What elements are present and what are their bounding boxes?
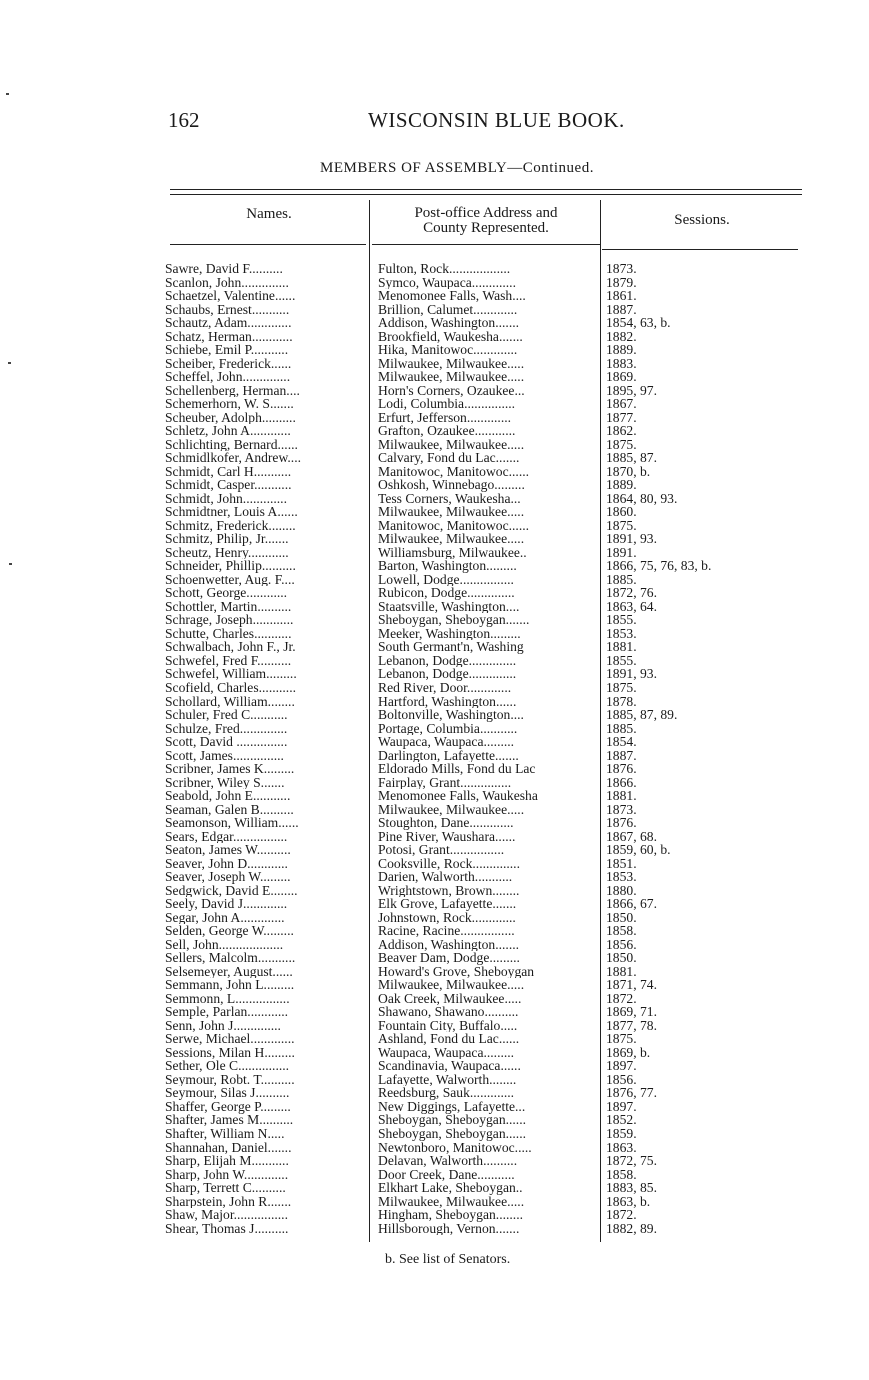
- header-underline-sessions: [602, 249, 798, 250]
- member-sessions: 1875.: [606, 517, 637, 533]
- member-name: Schwalbach, John F., Jr.: [165, 640, 296, 654]
- member-address: Fountain City, Buffalo.....: [378, 1018, 518, 1033]
- member-name: Scott, David ...............: [165, 735, 288, 749]
- member-address: Hillsborough, Vernon.......: [378, 1221, 520, 1236]
- member-address: Sheboygan, Sheboygan.......: [378, 613, 530, 627]
- member-address: Howard's Grove, Sheboygan: [378, 964, 535, 979]
- member-address: Boltonville, Washington....: [378, 708, 524, 722]
- member-sessions: 1871, 74.: [606, 977, 657, 993]
- member-name: Seymour, Silas J..........: [165, 1086, 290, 1100]
- member-sessions: 1853.: [606, 869, 637, 885]
- member-sessions: 1889.: [606, 477, 637, 493]
- member-sessions: 1856.: [606, 936, 637, 952]
- member-sessions: 1895, 97.: [606, 382, 657, 398]
- member-name: Sharp, Elijah M...........: [165, 1154, 289, 1168]
- member-sessions: 1862.: [606, 423, 637, 439]
- member-address: Horn's Corners, Ozaukee...: [378, 383, 525, 398]
- member-sessions: 1866, 67.: [606, 896, 657, 912]
- member-address: Potosi, Grant................: [378, 843, 505, 857]
- member-name: Sedgwick, David E........: [165, 883, 298, 898]
- member-name: Scribner, James K.........: [165, 762, 295, 776]
- member-address: Cooksville, Rock..............: [378, 856, 520, 871]
- member-address: Lebanon, Dodge..............: [378, 667, 517, 681]
- member-address: Barton, Washington.........: [378, 559, 517, 573]
- member-address: Addison, Washington.......: [378, 937, 520, 952]
- member-sessions: 1885.: [606, 571, 637, 587]
- member-sessions: 1881.: [606, 963, 637, 979]
- member-name: Seamonson, William......: [165, 816, 299, 830]
- member-sessions: 1863, 64.: [606, 598, 657, 614]
- member-address: Menomonee Falls, Waukesha: [378, 789, 538, 803]
- member-sessions: 1866, 75, 76, 83, b.: [606, 558, 712, 574]
- member-name: Schaetzel, Valentine......: [165, 289, 296, 303]
- member-name: Schulze, Fred..............: [165, 721, 288, 736]
- member-address: Darlington, Lafayette.......: [378, 748, 519, 763]
- member-address: Hika, Manitowoc.............: [378, 343, 518, 357]
- member-sessions: 1883.: [606, 355, 637, 371]
- member-name: Sears, Edgar................: [165, 829, 288, 844]
- member-address: Rubicon, Dodge..............: [378, 586, 515, 600]
- member-name: Scanlon, John..............: [165, 275, 289, 290]
- member-name: Selden, George W.........: [165, 924, 294, 938]
- member-address: Williamsburg, Milwaukee..: [378, 545, 527, 560]
- member-sessions: 1887.: [606, 747, 637, 763]
- member-sessions: 1891, 93.: [606, 531, 657, 547]
- member-sessions: 1875.: [606, 679, 637, 695]
- member-address: Elkhart Lake, Sheboygan..: [378, 1181, 523, 1195]
- member-name: Schwefel, Fred F..........: [165, 653, 292, 668]
- margin-speck: [9, 563, 12, 565]
- member-name: Sether, Ole C...............: [165, 1059, 290, 1073]
- header-sessions-column: Sessions.: [674, 212, 730, 228]
- member-name: Selsemeyer, August......: [165, 964, 293, 979]
- member-name: Seaton, James W..........: [165, 843, 291, 857]
- member-address: South Germant'n, Washing: [378, 640, 524, 654]
- member-name: Seaver, John D............: [165, 856, 288, 871]
- member-sessions: 1885, 87.: [606, 450, 657, 466]
- member-sessions: 1897.: [606, 1098, 637, 1114]
- member-address: Darien, Walworth...........: [378, 870, 513, 884]
- member-sessions: 1891, 93.: [606, 666, 657, 682]
- member-address: Sheboygan, Sheboygan......: [378, 1113, 527, 1128]
- member-name: Semmann, John L.........: [165, 978, 295, 992]
- member-name: Shannahan, Daniel.......: [165, 1140, 292, 1155]
- member-address: Beaver Dam, Dodge.........: [378, 951, 520, 965]
- member-address: Reedsburg, Sauk.............: [378, 1086, 515, 1100]
- member-address: Lafayette, Walworth........: [378, 1072, 517, 1087]
- member-address: Grafton, Ozaukee............: [378, 424, 516, 438]
- member-name: Schmidt, John.............: [165, 491, 287, 506]
- member-sessions: 1869.: [606, 369, 637, 385]
- member-name: Seely, David J.............: [165, 897, 288, 911]
- member-name: Schmidlkofer, Andrew....: [165, 451, 301, 465]
- member-name: Scott, James...............: [165, 748, 284, 763]
- member-address: Milwaukee, Milwaukee.....: [378, 532, 525, 546]
- member-name: Sellers, Malcolm...........: [165, 951, 296, 965]
- member-address: Oak Creek, Milwaukee.....: [378, 991, 522, 1006]
- member-sessions: 1858.: [606, 923, 637, 939]
- member-address: Brillion, Calumet.............: [378, 302, 518, 317]
- member-address: Shawano, Shawano..........: [378, 1005, 519, 1019]
- member-address: Fairplay, Grant...............: [378, 775, 512, 790]
- member-name: Sessions, Milan H.........: [165, 1045, 295, 1060]
- member-address: Portage, Columbia...........: [378, 721, 518, 736]
- member-address: Red River, Door.............: [378, 680, 512, 695]
- header-address-column: [372, 206, 600, 236]
- member-address: Milwaukee, Milwaukee.....: [378, 802, 525, 817]
- member-name: Schatz, Herman............: [165, 329, 293, 344]
- member-sessions: 1882, 89.: [606, 1220, 657, 1236]
- member-name: Schautz, Adam.............: [165, 316, 292, 330]
- member-sessions: 1875.: [606, 436, 637, 452]
- member-sessions: 1885, 87, 89.: [606, 707, 678, 723]
- member-address: Brookfield, Waukesha.......: [378, 329, 523, 344]
- member-sessions: 1877, 78.: [606, 1017, 657, 1033]
- member-sessions: 1856.: [606, 1071, 637, 1087]
- member-name: Senn, John J..............: [165, 1018, 281, 1033]
- member-address: New Diggings, Lafayette...: [378, 1099, 526, 1114]
- member-sessions: 1855.: [606, 612, 637, 628]
- member-sessions: 1869, 71.: [606, 1004, 657, 1020]
- member-sessions: 1861.: [606, 288, 637, 304]
- member-address: Fulton, Rock..................: [378, 262, 511, 276]
- member-sessions: 1881.: [606, 639, 637, 655]
- member-name: Schott, George............: [165, 586, 288, 600]
- member-sessions: 1863.: [606, 1139, 637, 1155]
- member-address: Milwaukee, Milwaukee.....: [378, 1194, 525, 1209]
- column-divider-1: [369, 200, 370, 1242]
- member-address: Waupaca, Waupaca.........: [378, 1045, 515, 1060]
- member-sessions: 1851.: [606, 855, 637, 871]
- member-sessions: 1859.: [606, 1126, 637, 1141]
- member-sessions: 1853.: [606, 625, 637, 641]
- member-name: Schutte, Charles...........: [165, 626, 292, 641]
- member-name: Schrage, Joseph............: [165, 613, 294, 627]
- member-name: Sawre, David F..........: [165, 262, 283, 276]
- member-address: Milwaukee, Milwaukee.....: [378, 356, 525, 371]
- member-sessions: 1870, b.: [606, 463, 651, 479]
- member-name: Shear, Thomas J..........: [165, 1221, 289, 1236]
- member-address: Hartford, Washington......: [378, 694, 517, 709]
- column-divider-2: [600, 200, 601, 1242]
- member-sessions: 1876, 77.: [606, 1085, 657, 1101]
- page-number: 162: [168, 108, 200, 132]
- member-address: Milwaukee, Milwaukee.....: [378, 505, 525, 519]
- member-sessions: 1850.: [606, 950, 637, 966]
- member-name: Scribner, Wiley S.......: [165, 775, 285, 790]
- member-address: Manitowoc, Manitowoc......: [378, 518, 530, 533]
- member-address: Hingham, Sheboygan........: [378, 1208, 523, 1222]
- member-name: Schuler, Fred C...........: [165, 708, 288, 722]
- member-sessions: 1867.: [606, 396, 637, 412]
- member-name: Schaubs, Ernest...........: [165, 302, 290, 317]
- member-sessions: 1850.: [606, 909, 637, 925]
- member-name: Scheiber, Frederick......: [165, 356, 292, 371]
- member-address: Addison, Washington.......: [378, 316, 520, 330]
- member-address: Delavan, Walworth..........: [378, 1154, 518, 1168]
- member-name: Sharpstein, John R.......: [165, 1194, 292, 1209]
- member-address: Pine River, Waushara......: [378, 829, 516, 844]
- member-address: Lodi, Columbia...............: [378, 397, 516, 411]
- member-name: Schletz, John A............: [165, 424, 291, 438]
- member-address: Staatsville, Washington....: [378, 599, 520, 614]
- member-address: Tess Corners, Waukesha...: [378, 491, 521, 506]
- member-sessions: 1879.: [606, 274, 637, 290]
- member-address: Lebanon, Dodge..............: [378, 653, 517, 668]
- member-name: Shaw, Major................: [165, 1208, 288, 1222]
- member-address: Newtonboro, Manitowoc.....: [378, 1140, 532, 1155]
- member-name: Sharp, John W.............: [165, 1167, 289, 1182]
- member-name: Schellenberg, Herman....: [165, 383, 300, 398]
- member-name: Scheffel, John..............: [165, 370, 291, 384]
- member-sessions: 1873.: [606, 261, 637, 276]
- member-name: Schemerhorn, W. S.......: [165, 397, 294, 411]
- member-name: Schollard, William........: [165, 694, 295, 709]
- member-sessions: 1878.: [606, 693, 637, 709]
- table-subtitle: MEMBERS OF ASSEMBLY—Continued.: [320, 160, 594, 176]
- member-address: Waupaca, Waupaca.........: [378, 735, 515, 749]
- member-address: Calvary, Fond du Lac.......: [378, 451, 520, 465]
- member-sessions: 1881.: [606, 788, 637, 804]
- member-address: Elk Grove, Lafayette.......: [378, 897, 517, 911]
- member-name: Sell, John...................: [165, 937, 284, 952]
- member-name: Schoenwetter, Aug. F....: [165, 572, 295, 587]
- member-sessions: 1883, 85.: [606, 1180, 657, 1196]
- header-underline-names: [170, 244, 366, 245]
- member-address: Sheboygan, Sheboygan......: [378, 1127, 527, 1141]
- member-sessions: 1889.: [606, 342, 637, 358]
- member-sessions: 1876.: [606, 815, 637, 831]
- member-address: Erfurt, Jefferson.............: [378, 410, 512, 425]
- member-sessions: 1859, 60, b.: [606, 842, 671, 858]
- member-address: Scandinavia, Waupaca......: [378, 1059, 521, 1073]
- member-name: Schottler, Martin..........: [165, 599, 292, 614]
- member-sessions: 1852.: [606, 1112, 637, 1128]
- member-address: Door Creek, Dane...........: [378, 1167, 515, 1182]
- margin-speck: [8, 362, 11, 364]
- member-name: Semple, Parlan............: [165, 1005, 289, 1019]
- member-sessions: 1867, 68.: [606, 828, 657, 844]
- member-name: Seaman, Galen B..........: [165, 802, 294, 817]
- member-address: Milwaukee, Milwaukee.....: [378, 978, 525, 992]
- member-name: Schmidt, Casper...........: [165, 478, 292, 492]
- member-name: Scofield, Charles...........: [165, 680, 297, 695]
- member-sessions: 1876.: [606, 761, 637, 777]
- margin-speck: [6, 93, 9, 95]
- header-address-line1: Post-office Address and: [414, 205, 558, 221]
- member-name: Sharp, Terrett C..........: [165, 1181, 286, 1195]
- member-sessions: 1872.: [606, 990, 637, 1006]
- member-address: Racine, Racine................: [378, 924, 515, 938]
- member-address: Milwaukee, Milwaukee.....: [378, 437, 525, 452]
- member-address: Lowell, Dodge................: [378, 572, 514, 587]
- member-sessions: 1864, 80, 93.: [606, 490, 678, 506]
- member-sessions: 1866.: [606, 774, 637, 790]
- header-name-column: Names.: [246, 206, 292, 222]
- member-address: Ashland, Fond du Lac......: [378, 1032, 520, 1046]
- member-name: Seabold, John E...........: [165, 789, 291, 803]
- book-title: WISCONSIN BLUE BOOK.: [368, 108, 625, 132]
- member-name: Shaffer, George P.........: [165, 1099, 291, 1114]
- member-sessions: 1891.: [606, 544, 637, 560]
- member-name: Schmitz, Philip, Jr.......: [165, 532, 289, 546]
- member-name: Shafter, James M..........: [165, 1113, 294, 1128]
- member-sessions: 1872.: [606, 1207, 637, 1223]
- member-sessions: 1875.: [606, 1031, 637, 1047]
- member-name: Schmidt, Carl H...........: [165, 464, 292, 479]
- member-address: Johnstown, Rock.............: [378, 910, 516, 925]
- member-address: Oshkosh, Winnebago.........: [378, 478, 525, 492]
- member-address: Meeker, Washington.........: [378, 626, 521, 641]
- member-sessions: 1854, 63, b.: [606, 315, 671, 331]
- member-address: Symco, Waupaca.............: [378, 275, 516, 290]
- member-sessions: 1860.: [606, 504, 637, 520]
- member-name: Schiebe, Emil P...........: [165, 343, 289, 357]
- member-address: Menomonee Falls, Wash....: [378, 289, 526, 303]
- member-sessions: 1858.: [606, 1166, 637, 1182]
- member-name: Segar, John A.............: [165, 910, 285, 925]
- member-sessions: 1877.: [606, 409, 637, 425]
- footnote: b. See list of Senators.: [385, 1252, 511, 1267]
- member-sessions: 1897.: [606, 1058, 637, 1074]
- member-name: Schmitz, Frederick........: [165, 518, 296, 533]
- member-sessions: 1854.: [606, 734, 637, 750]
- member-sessions: 1887.: [606, 301, 637, 317]
- member-address: Manitowoc, Manitowoc......: [378, 464, 530, 479]
- member-sessions: 1873.: [606, 801, 637, 817]
- header-underline-address: [372, 244, 600, 245]
- member-name: Schneider, Phillip..........: [165, 559, 296, 573]
- member-name: Serwe, Michael.............: [165, 1032, 295, 1046]
- header-address-line2: County Represented.: [423, 220, 549, 236]
- member-sessions: 1882.: [606, 328, 637, 344]
- member-name: Seymour, Robt. T..........: [165, 1072, 295, 1087]
- member-name: Semmonn, L................: [165, 991, 290, 1006]
- member-name: Schwefel, William.........: [165, 667, 297, 681]
- member-name: Schmidtner, Louis A......: [165, 505, 298, 519]
- member-name: Schlichting, Bernard......: [165, 437, 298, 452]
- member-sessions: 1872, 75.: [606, 1153, 657, 1169]
- member-sessions: 1869, b.: [606, 1044, 651, 1060]
- member-address: Milwaukee, Milwaukee.....: [378, 370, 525, 384]
- member-sessions: 1855.: [606, 652, 637, 668]
- member-name: Shafter, William N.....: [165, 1127, 285, 1141]
- member-address: Wrightstown, Brown........: [378, 883, 520, 898]
- member-address: Stoughton, Dane.............: [378, 816, 514, 830]
- member-sessions: 1880.: [606, 882, 637, 898]
- member-name: Scheutz, Henry............: [165, 545, 289, 560]
- member-sessions: 1872, 76.: [606, 585, 657, 601]
- member-sessions: 1885.: [606, 720, 637, 736]
- member-sessions: 1863, b.: [606, 1193, 651, 1209]
- member-name: Scheuber, Adolph..........: [165, 410, 296, 425]
- member-name: Seaver, Joseph W.........: [165, 870, 291, 884]
- member-address: Eldorado Mills, Fond du Lac: [378, 762, 536, 776]
